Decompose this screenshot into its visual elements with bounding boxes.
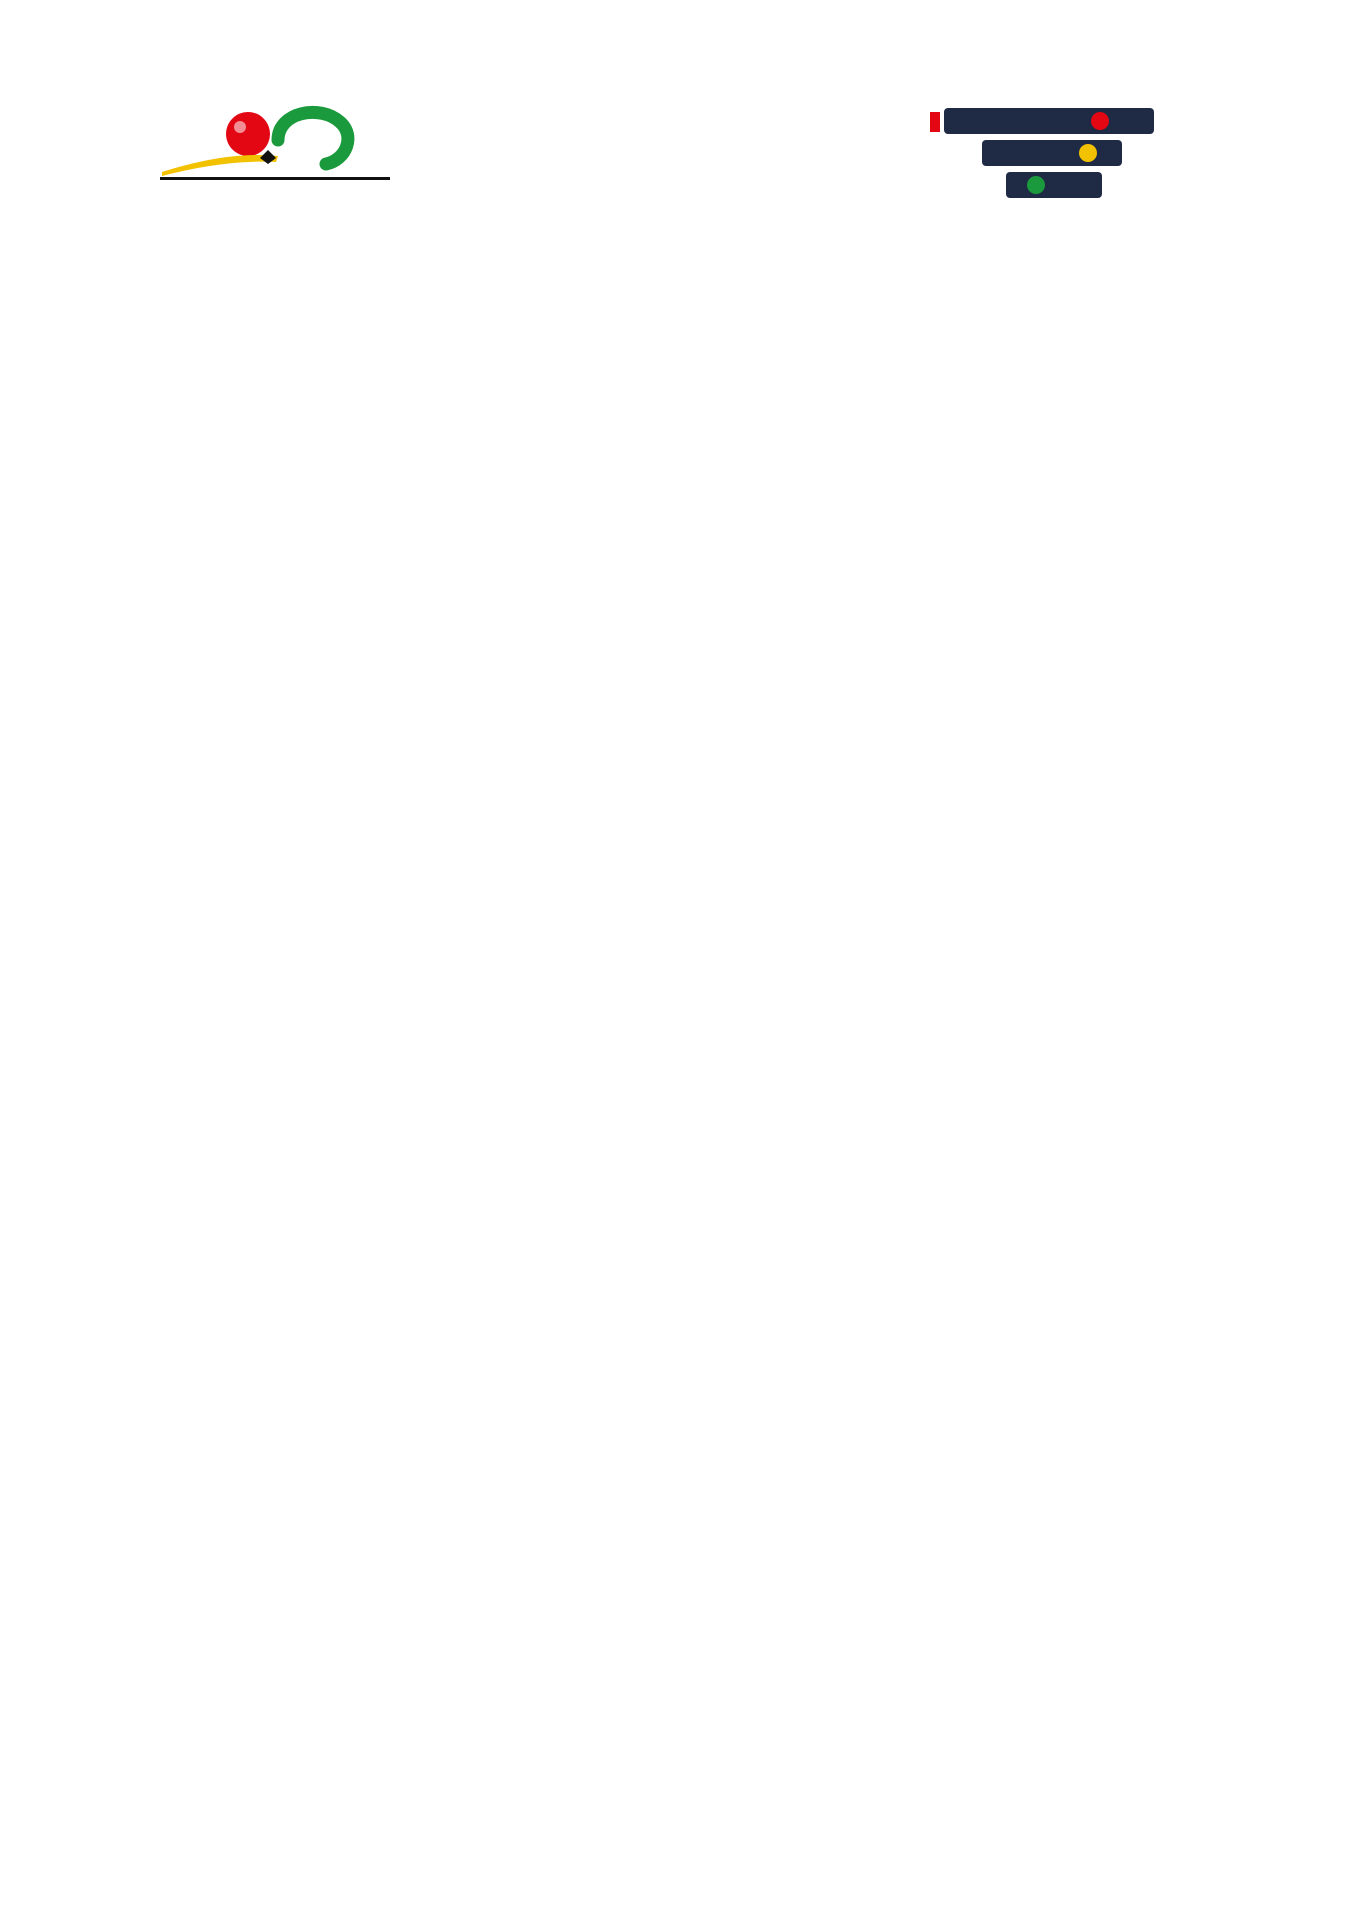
billiard-ball-logo-icon: [160, 100, 390, 180]
event-logo-graphic: [930, 100, 1170, 204]
event-logo: [930, 100, 1170, 204]
document-body: [165, 370, 1195, 408]
organisation-logo: [160, 100, 390, 196]
